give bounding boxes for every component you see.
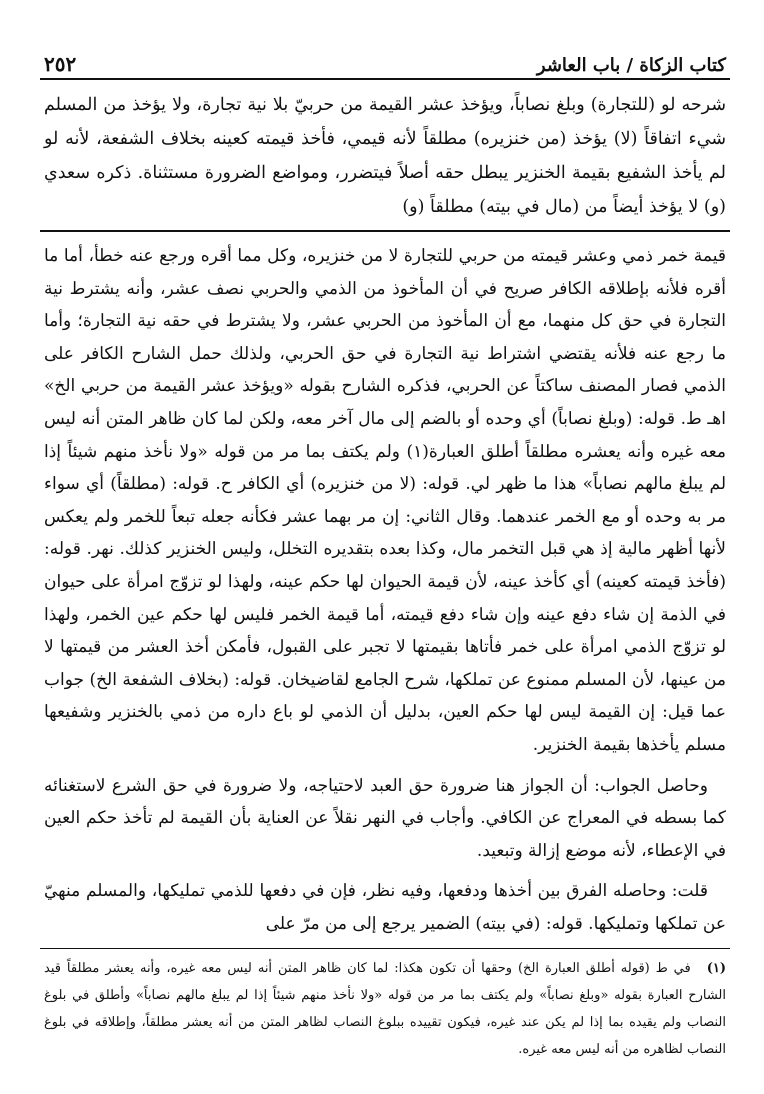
footnote [40, 949, 730, 1063]
book-page [40, 44, 730, 1064]
footnote-text: في ط (قوله أطلق العبارة الخ) وحقها أن تكون هكذا: لما كان ظاهر المتن أنه ليس معه غيره، وأنه يعشر مطلقاً قيد الشارح العبارة بقوله «وبلغ نصاباً» ولم يكتف بما مر من قوله «ولا نأخذ منهم شيئاً إذا لم يبلغ مالهم نصاباً» وأطلق في بلوغ النصاب ولم يقيده بما إذا لم يكن عند غيره، فيكون تقييده ببلوغ النصاب لظاهر المتن من أنه يعشر مطلقاً، وإطلاقه في بلوغ النصاب لظاهره من أنه ليس معه غيره. [44, 961, 726, 1058]
page-header [40, 44, 730, 80]
page-number: ٢٥٢ [44, 52, 77, 76]
commentary-paragraph: قلت: وحاصله الفرق بين أخذها ودفعها، وفيه نظر، فإن في دفعها للذمي تمليكها، والمسلم منهيّ عن تملكها وتمليكها. قوله: (في بيته) الضمير يرجع إلى من مرّ على [44, 881, 726, 934]
main-text: شرحه لو (للتجارة) وبلغ نصاباً، ويؤخذ عشر القيمة من حربيّ بلا نية تجارة، ولا يؤخذ من المسلم شيء اتفاقاً (لا) يؤخذ (من خنزيره) مطلقاً لأنه قيمي، فأخذ قيمته كعينه بخلاف الشفعة، لأنه لو لم يأخذ الشفيع بقيمة الخنزير يبطل حقه أصلاً فيتضرر، ومواضع الضرورة مستثناة. ذكره سعدي (و) لا يؤخذ أيضاً من (مال في بيته) مطلقاً (و) [40, 88, 730, 232]
commentary-paragraph: قيمة خمر ذمي وعشر قيمته من حربي للتجارة لا من خنزيره، وكل مما أقره ورجع عنه خطأ، أما ما أقره فلأنه بإطلاقه الكافر صريح في أن المأخوذ من الذمي والحربي نصف عشر، وأنه يشترط نية التجارة في حق كل منهما، مع أن المأخوذ من الحربي عشر، ولا يشترط في حقه نية التجارة؛ وأما ما رجع عنه فلأنه يقتضي اشتراط نية التجارة في حق الحربي، ولذلك حمل الشارح الكافر على الذمي فصار المصنف ساكتاً عن الحربي، فذكره الشارح بقوله «ويؤخذ عشر القيمة من حربي الخ» اهـ ط. قوله: (وبلغ نصاباً) أي وحده أو بالضم إلى مال آخر معه، ولكن لما كان ظاهر المتن أنه ليس معه غيره وأنه يعشره مطلقاً أطلق العبارة(١) ولم يكتف بما مر من قوله «ولا نأخذ منهم شيئاً إذا لم يبلغ مالهم نصاباً» هذا ما ظهر لي. قوله: (لا من خنزيره) أي الكافر ح. قوله: (مطلقاً) أي سواء مر به وحده أو مع الخمر عندهما. وقال الثاني: إن مر بهما عشر فكأنه جعله تبعاً للخمر ولم يعكس لأنها أظهر مالية إذ هي قبل التخمر مال، وكذا بعده بتقديره التخلل، وليس الخنزير كذلك. نهر. قوله: (فأخذ قيمته كعينه) أي كأخذ عينه، لأن قيمة الحيوان لها حكم عينه، ولهذا لو تزوّج امرأة على حيوان في الذمة إن شاء دفع عينه وإن شاء دفع قيمته، أما قيمة الخمر فليس لها حكم عين الخمر، ولهذا لو تزوّج الذمي امرأة على خمر فأتاها بقيمتها لا تجبر على القبول، فأمكن أخذ العشر من قيمتها لا من عينها، لأن المسلم ممنوع عن تملكها، شرح الجامع لقاضيخان. قوله: (بخلاف الشفعة الخ) جواب عما قيل: إن القيمة ليس لها حكم العين، بدليل أن الذمي لو باع داره من ذمي بالخنزير وشفيعها مسلم يأخذها بقيمة الخنزير. [44, 246, 726, 755]
running-title: كتاب الزكاة / باب العاشر [536, 55, 726, 76]
commentary [40, 232, 730, 940]
footnote-mark: (١) [706, 961, 727, 977]
commentary-paragraph: وحاصل الجواب: أن الجواز هنا ضرورة حق العبد لاحتياجه، ولا ضرورة في حق الشرع لاستغنائه كما بسطه في المعراج عن الكافي. وأجاب في النهر نقلاً عن العناية بأن القيمة لم تأخذ حكم العين في الإعطاء، لأنه موضع إزالة وتبعيد. [44, 775, 726, 861]
